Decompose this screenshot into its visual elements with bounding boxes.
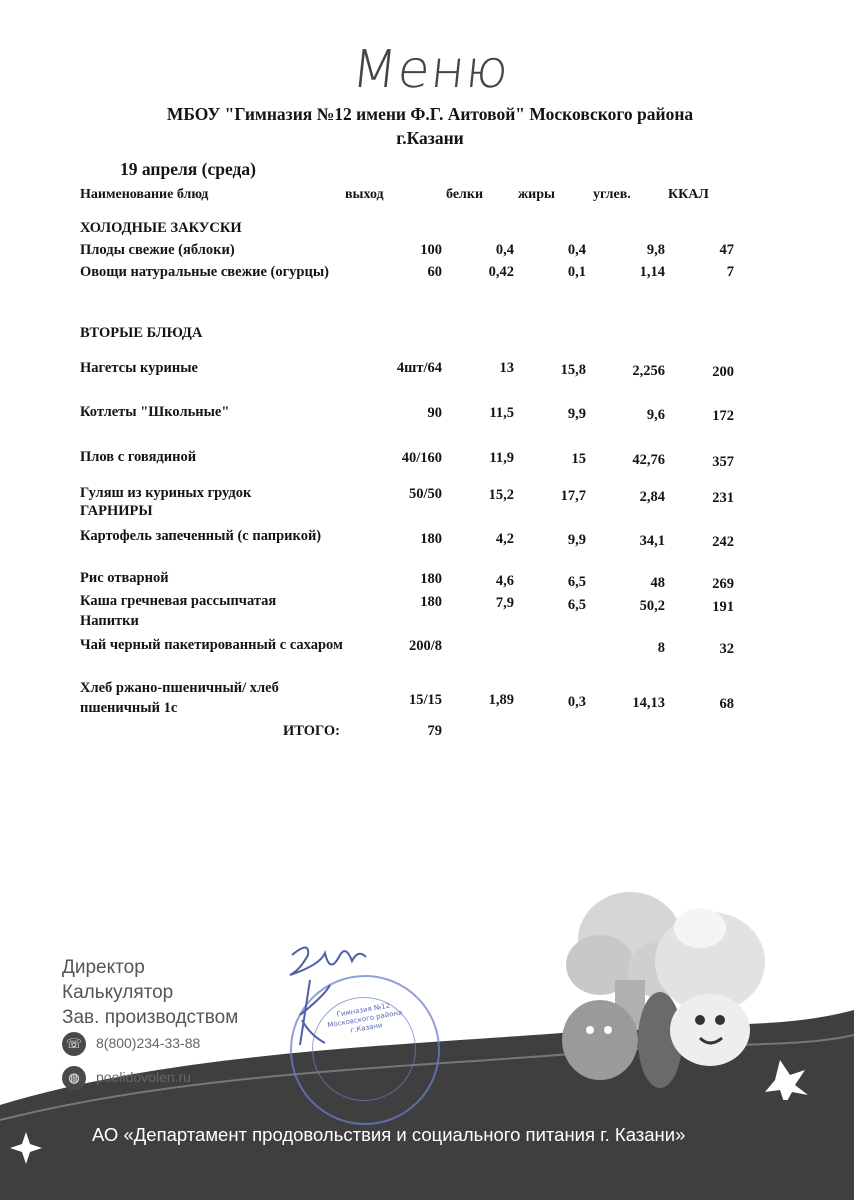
dish-kcal: 242: [712, 534, 734, 550]
dish-name: Каша гречневая рассыпчатая: [80, 593, 277, 609]
school-name-line1: МБОУ "Гимназия №12 имени Ф.Г. Аитовой" Московского района: [166, 104, 694, 124]
dish-name: Плоды свежие (яблоки): [80, 242, 235, 258]
dish-output: 15/15: [408, 692, 442, 708]
dish-protein: 11,9: [489, 450, 514, 466]
dish-name: Картофель запеченный (с паприкой): [80, 528, 322, 544]
dish-output: 40/160: [401, 450, 442, 466]
dish-fat: 6,5: [567, 574, 586, 590]
dish-name: Хлеб ржано-пшеничный/ хлеб пшеничный 1с: [80, 680, 279, 716]
phone-icon: ☏: [62, 1032, 86, 1056]
dish-name: Рис отварной: [80, 570, 169, 586]
header-fat: жиры: [518, 187, 555, 202]
dish-carbs: 50,2: [639, 598, 665, 614]
dish-protein: 0,4: [495, 242, 514, 258]
dish-protein: 1,89: [488, 692, 514, 708]
dish-kcal: 231: [712, 490, 734, 506]
dish-protein: 0,42: [488, 264, 514, 280]
dish-carbs: 1,14: [639, 264, 665, 280]
menu-date: 19 апреля (среда): [120, 159, 256, 179]
dish-output: 60: [427, 264, 442, 280]
footer-phone[interactable]: 8(800)234-33-88: [96, 1035, 201, 1051]
dish-name: Плов с говядиной: [80, 449, 197, 465]
section-drinks: Напитки: [80, 613, 139, 629]
dish-fat: 0,3: [567, 694, 586, 710]
dish-name: Овощи натуральные свежие (огурцы): [80, 264, 329, 280]
dish-fat: 9,9: [567, 406, 586, 422]
stamp-text: Гимназия №12 Московского района г.Казани: [326, 1001, 403, 1035]
globe-icon: ◍: [62, 1066, 86, 1090]
dish-kcal: 200: [712, 364, 734, 380]
dish-output: 100: [420, 242, 442, 258]
dish-output: 180: [420, 594, 442, 610]
dish-fat: 9,9: [567, 532, 586, 548]
dish-protein: 15,2: [488, 487, 514, 503]
dish-protein: 11,5: [489, 405, 514, 421]
dish-name: Нагетсы куриные: [80, 360, 198, 376]
dish-protein: 4,6: [495, 573, 514, 589]
dish-kcal: 32: [719, 641, 734, 657]
role-production-head: Зав. производством: [62, 1007, 239, 1028]
company-name: АО «Департамент продовольствия и социального питания г. Казани»: [92, 1124, 686, 1145]
dish-output: 180: [420, 571, 442, 587]
dish-kcal: 191: [712, 599, 734, 615]
dish-kcal: 269: [712, 576, 734, 592]
dish-output: 50/50: [408, 486, 442, 502]
header-protein: белки: [446, 187, 484, 202]
header-output: выход: [345, 187, 384, 202]
section-second-courses: ВТОРЫЕ БЛЮДА: [80, 325, 203, 341]
vegetables-illustration: [560, 870, 830, 1100]
signature: [280, 935, 370, 1050]
header-kcal: ККАЛ: [668, 187, 709, 202]
dish-fat: 15: [571, 451, 586, 467]
header-name: Наименование блюд: [80, 187, 209, 202]
school-title: [70, 102, 790, 150]
dish-carbs: 48: [650, 575, 665, 591]
sparkle-icon: [8, 1130, 44, 1166]
dish-name: Чай черный пакетированный с сахаром: [80, 637, 343, 653]
dish-carbs: 2,84: [639, 489, 665, 505]
dish-carbs: 2,256: [632, 363, 665, 379]
dish-kcal: 357: [712, 454, 734, 470]
dish-carbs: 34,1: [639, 533, 665, 549]
dish-protein: 13: [499, 360, 514, 376]
dish-output: 180: [420, 531, 442, 547]
dish-fat: 15,8: [560, 362, 586, 378]
dish-output: 90: [427, 405, 442, 421]
role-calculator: Калькулятор: [62, 982, 174, 1003]
dish-carbs: 9,8: [646, 242, 665, 258]
dish-kcal: 172: [712, 408, 734, 424]
header-carbs: углев.: [593, 187, 631, 202]
dish-name: Котлеты "Школьные": [80, 404, 230, 420]
dish-output: 4шт/64: [396, 360, 442, 376]
dish-protein: 7,9: [495, 595, 514, 611]
school-name-line2: г.Казани: [396, 128, 464, 148]
dish-carbs: 8: [657, 640, 665, 656]
dish-protein: 4,2: [495, 531, 514, 547]
dish-output: 200/8: [408, 638, 442, 654]
dish-carbs: 42,76: [632, 452, 665, 468]
handwritten-title: Меню: [348, 40, 513, 100]
dish-carbs: 14,13: [632, 695, 665, 711]
section-garnish: ГАРНИРЫ: [80, 503, 153, 519]
section-cold-snacks: ХОЛОДНЫЕ ЗАКУСКИ: [80, 220, 242, 236]
total-label: ИТОГО:: [282, 723, 340, 739]
role-director: Директор: [62, 957, 145, 978]
dish-kcal: 47: [719, 242, 734, 258]
footer-roles: [62, 955, 238, 1030]
dish-fat: 0,1: [567, 264, 586, 280]
dish-name: Гуляш из куриных грудок: [80, 485, 252, 501]
footer-website[interactable]: poelidovolen.ru: [96, 1069, 191, 1085]
dish-fat: 0,4: [567, 242, 586, 258]
dish-kcal: 68: [719, 696, 734, 712]
dish-carbs: 9,6: [646, 407, 665, 423]
dish-fat: 17,7: [560, 488, 586, 504]
dish-fat: 6,5: [567, 597, 586, 613]
total-value: 79: [427, 723, 442, 739]
dish-kcal: 7: [726, 264, 734, 280]
